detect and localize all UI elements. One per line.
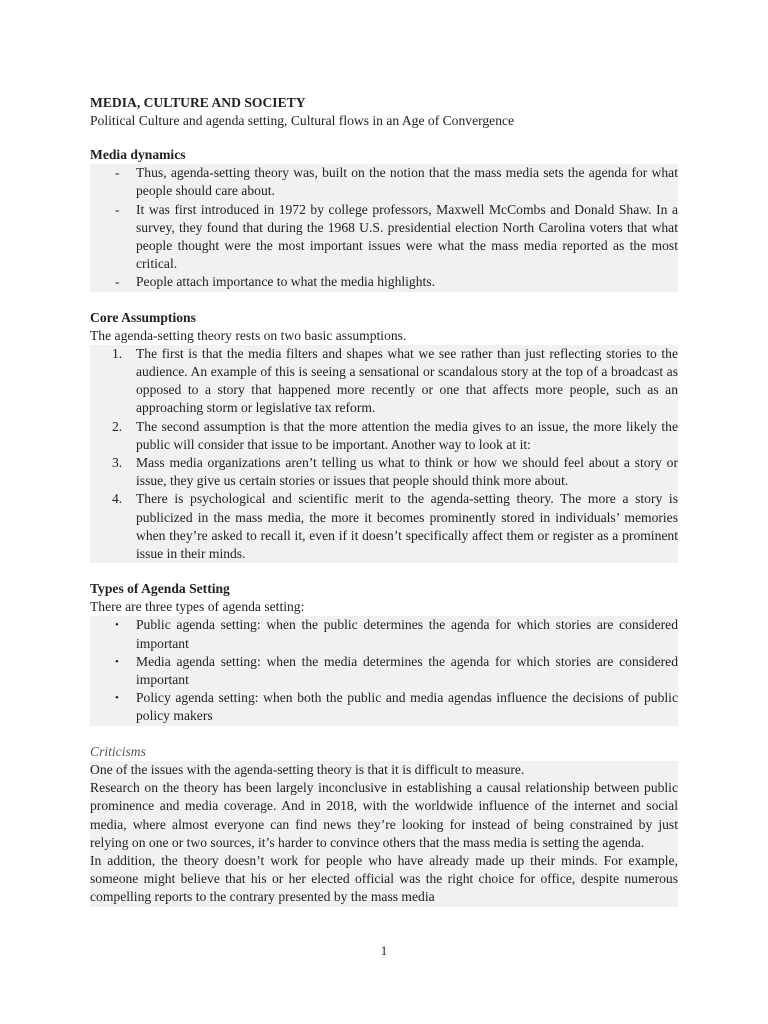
- section-media-dynamics: [90, 146, 678, 291]
- list-item: [90, 454, 678, 490]
- dash-marker: -: [115, 274, 120, 290]
- document-title: MEDIA, CULTURE AND SOCIETY: [90, 95, 306, 110]
- paragraph: Research on the theory has been largely inconclusive in establishing a causal relationship between public prominence and media coverage. And in 2018, with the worldwide influence of the internet and social media, where almost everyone can find news they’re looking for instead of being constrained by just relying on one or two sources, it’s harder to convince others that the mass media is setting the agenda.: [90, 780, 678, 850]
- list-item-text: The second assumption is that the more attention the media gives to an issue, the more likely the public will consider that issue to be important. Another way to look at it:: [136, 418, 678, 452]
- list-item: [90, 273, 678, 291]
- list-item-text: Mass media organizations aren’t telling us what to think or how we should feel about a story or issue, they give us certain stories or issues that people should think more about.: [136, 455, 678, 489]
- list-item: [90, 164, 678, 200]
- number-marker: 2.: [112, 418, 123, 434]
- number-marker: 4.: [112, 491, 123, 507]
- page-content: [90, 94, 678, 924]
- list-item: [90, 689, 678, 725]
- criticisms-body: [90, 761, 678, 907]
- types-intro: There are three types of agenda setting:: [90, 599, 305, 615]
- heading-core-assumptions: Core Assumptions: [90, 309, 196, 325]
- bullet-marker: •: [115, 655, 119, 668]
- list-item: [90, 490, 678, 563]
- list-item-text: There is psychological and scientific merit to the agenda-setting theory. The more a story is publicized in the mass media, the more it becomes prominently stored in individuals’ memories when they’re asked to recall it, even if it doesn’t specifically affect them or register as a prominent issue in their minds.: [136, 491, 678, 562]
- document-subtitle: Political Culture and agenda setting, Cultural flows in an Age of Convergence: [90, 113, 515, 128]
- section-criticisms: [90, 743, 678, 907]
- number-marker: 1.: [112, 345, 123, 361]
- paragraph: One of the issues with the agenda-setting theory is that it is difficult to measure.: [90, 761, 525, 777]
- number-marker: 3.: [112, 455, 123, 471]
- list-item-text: Public agenda setting: when the public determines the agenda for which stories are considered important: [136, 617, 678, 651]
- bullet-marker: •: [115, 692, 119, 705]
- bullet-marker: •: [115, 619, 119, 632]
- page-number: 1: [380, 943, 388, 958]
- list-item-text: Thus, agenda-setting theory was, built on the notion that the mass media sets the agenda for what people should care about.: [136, 165, 678, 199]
- media-dynamics-list: [90, 164, 678, 291]
- list-item-text: Media agenda setting: when the media determines the agenda for which stories are considered important: [136, 653, 678, 688]
- heading-media-dynamics: Media dynamics: [90, 147, 186, 163]
- list-item-text: People attach importance to what the media highlights.: [136, 274, 435, 290]
- dash-marker: -: [115, 165, 120, 181]
- list-item-text: It was first introduced in 1972 by college professors, Maxwell McCombs and Donald Shaw. In a survey, they found that during the 1968 U.S. presidential election North Carolina voters that what people thought were the most important issues were what the mass media reported as the most critical.: [136, 201, 678, 272]
- list-item: [90, 616, 678, 652]
- list-item-text: The first is that the media filters and shapes what we see rather than just reflecting stories to the audience. An example of this is seeing a sensational or scandalous story at the top of a broadcast as opposed to a story that happened more recently or one that affects more people, such as an approaching storm or legislative tax reform.: [136, 345, 678, 416]
- core-assumptions-list: [90, 345, 678, 563]
- section-core-assumptions: [90, 309, 678, 564]
- list-item: [90, 418, 678, 454]
- paragraph: In addition, the theory doesn’t work for people who have already made up their minds. For example, someone might believe that his or her elected official was the right choice for office, despite numerous compelling reports to the contrary presented by the mass media: [90, 852, 678, 905]
- list-item: [90, 345, 678, 418]
- section-types: [90, 580, 678, 725]
- core-assumptions-intro: The agenda-setting theory rests on two basic assumptions.: [90, 327, 407, 343]
- heading-types: Types of Agenda Setting: [90, 581, 230, 597]
- types-list: [90, 616, 678, 725]
- dash-marker: -: [115, 201, 120, 217]
- list-item: [90, 653, 678, 689]
- list-item-text: Policy agenda setting: when both the public and media agendas influence the decisions of public policy makers: [136, 690, 678, 724]
- heading-criticisms: Criticisms: [90, 743, 146, 759]
- list-item: [90, 201, 678, 274]
